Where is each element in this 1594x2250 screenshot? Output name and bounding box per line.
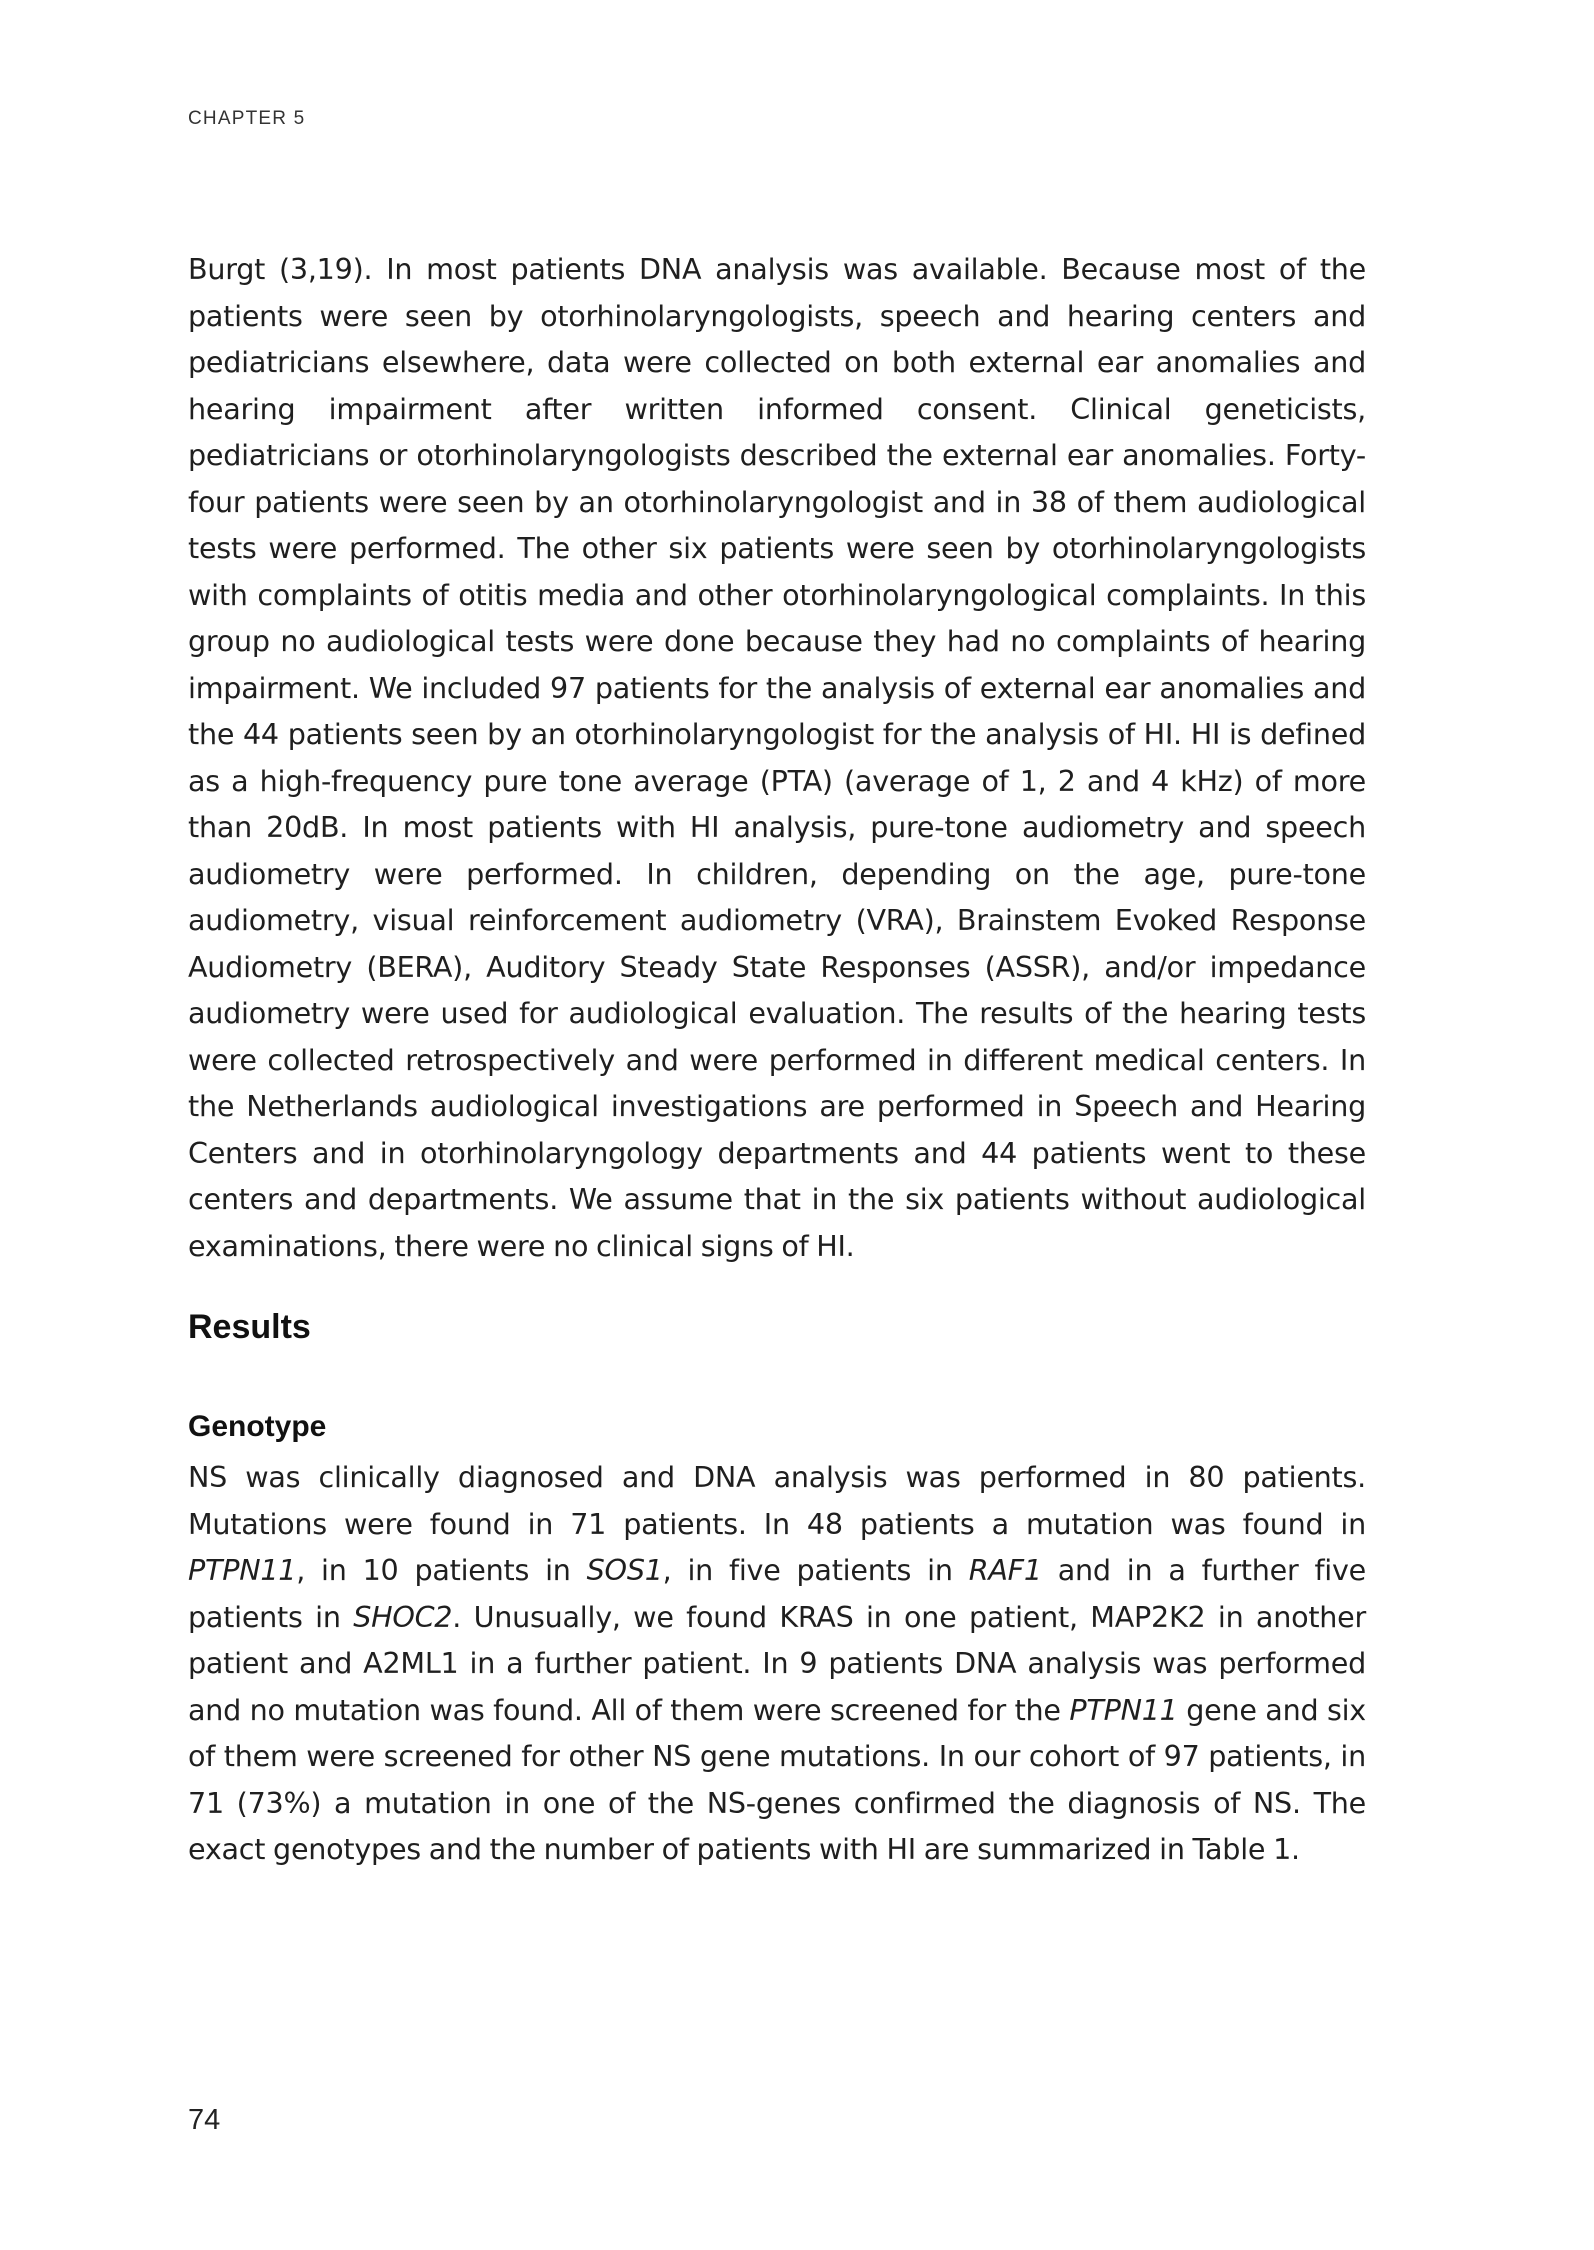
- section-heading-results: Results: [188, 1308, 311, 1346]
- running-head: CHAPTER 5: [188, 108, 306, 129]
- genotype-text-6: gene and six of them were screened for other NS gene mutations. In our cohort of 97 patients, in 71 (73%) a mutation in one of the NS-genes confirmed the diagnosis of NS. The exact genotypes and the number of patients with HI are summarized in Table 1.: [188, 1692, 1366, 1866]
- genotype-text-3: , in five patients in: [662, 1553, 969, 1587]
- genotype-text-2: , in 10 patients in: [296, 1553, 587, 1587]
- gene-name-ptpn11-second: PTPN11: [1069, 1692, 1178, 1727]
- gene-name-raf1: RAF1: [968, 1553, 1042, 1587]
- genotype-text-4: and in a further five patients in: [188, 1553, 1366, 1634]
- gene-name-sos1: SOS1: [586, 1553, 663, 1587]
- gene-name-shoc2: SHOC2: [353, 1599, 453, 1634]
- page-number: 74: [188, 2104, 221, 2136]
- subsection-heading-genotype: Genotype: [188, 1410, 327, 1443]
- genotype-text-5: . Unusually, we found KRAS in one patient, MAP2K2 in another patient and A2ML1 in a further patient. In 9 patients DNA analysis was performed and no mutation was found. All of them were screened for the: [188, 1599, 1366, 1727]
- methods-paragraph: Burgt (3,19). In most patients DNA analysis was available. Because most of the patients were seen by otorhinolaryngologists, speech and hearing centers and pediatricians elsewhere, data were collected on both external ear anomalies and hearing impairment after written informed consent. Clinical geneticists, pediatricians or otorhinolaryngologists described the external ear anomalies. Forty-four patients were seen by an otorhinolaryngologist and in 38 of them audiological tests were performed. The other six patients were seen by otorhinolaryngologists with complaints of otitis media and other otorhinolaryngological complaints. In this group no audiological tests were done because they had no complaints of hearing impairment. We included 97 patients for the analysis of external ear anomalies and the 44 patients seen by an otorhinolaryngologist for the analysis of HI. HI is defined as a high-frequency pure tone average (PTA) (average of 1, 2 and 4 kHz) of more than 20dB. In most patients with HI analysis, pure-tone audiometry and speech audiometry were performed. In children, depending on the age, pure-tone audiometry, visual reinforcement audiometry (VRA), Brainstem Evoked Response Audiometry (BERA), Auditory Steady State Responses (ASSR), and/or impedance audiometry were used for audiological evaluation. The results of the hearing tests were collected retrospectively and were performed in different medical centers. In the Netherlands audiological investigations are performed in Speech and Hearing Centers and in otorhinolaryngology departments and 44 patients went to these centers and departments. We assume that in the six patients without audiological examinations, there were no clinical signs of HI.: [188, 252, 1366, 1263]
- genotype-text-1: NS was clinically diagnosed and DNA analysis was performed in 80 patients. Mutations were found in 71 patients. In 48 patients a mutation was found in: [188, 1460, 1366, 1541]
- gene-name-ptpn11: PTPN11: [188, 1553, 297, 1587]
- genotype-paragraph: [188, 1454, 1366, 1873]
